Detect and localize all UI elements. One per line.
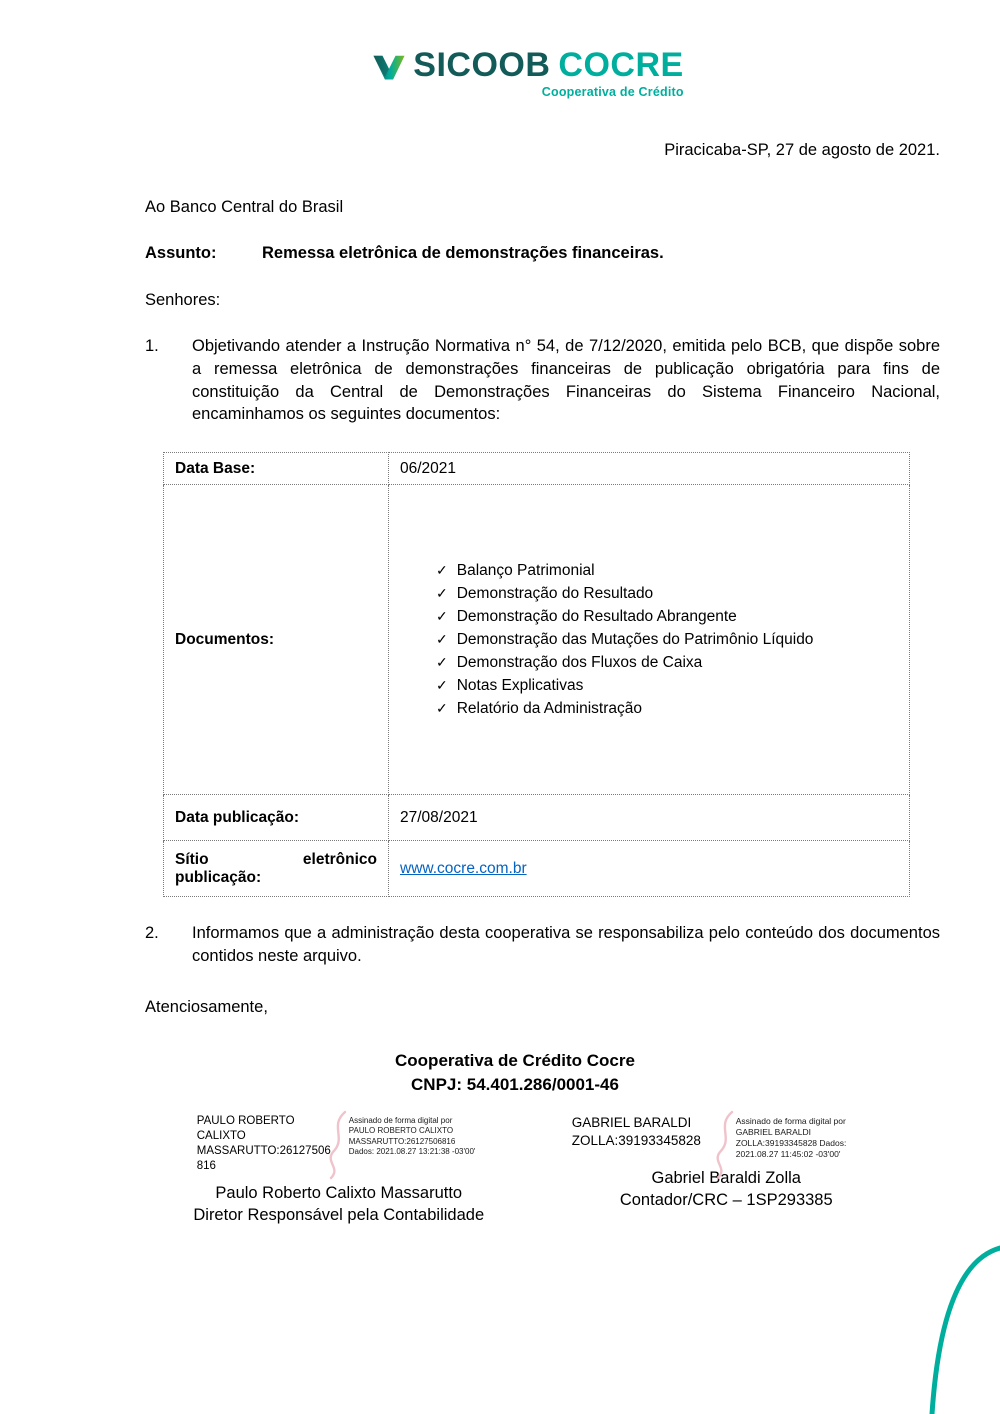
cert-details: Assinado de forma digital por PAULO ROBERTO CALIXTO MASSARUTTO:26127506816 Dados: 2021.08.27 13:21:38 -03'00' [348, 1115, 476, 1157]
check-icon: ✓ [436, 699, 448, 716]
signer-role: Contador/CRC – 1SP293385 [619, 1191, 833, 1210]
list-item [400, 631, 898, 649]
check-icon: ✓ [436, 561, 448, 578]
corner-arc-decoration [910, 1234, 1000, 1414]
check-icon: ✓ [436, 653, 448, 670]
sitio-label-line-2: publicação: [175, 868, 262, 886]
paragraph-1-number: 1. [145, 337, 159, 355]
doc-item-label: Balanço Patrimonial [456, 561, 595, 579]
documentos-list [389, 485, 910, 795]
paragraph-1 [145, 335, 940, 426]
company-cnpj: CNPJ: 54.401.286/0001-46 [411, 1075, 619, 1095]
company-block [145, 1049, 885, 1098]
data-publicacao-label: Data publicação: [164, 795, 389, 841]
documents-table [163, 452, 910, 897]
signer-name: Paulo Roberto Calixto Massarutto [215, 1183, 463, 1202]
digital-signature-stamp [197, 1114, 481, 1175]
logo-text [413, 48, 683, 99]
closing: Atenciosamente, [145, 997, 268, 1016]
data-base-value: 06/2021 [389, 453, 910, 485]
table-row-data-base [164, 453, 910, 485]
digital-signature-stamp [572, 1114, 881, 1160]
signer-name-and-role [193, 1182, 484, 1227]
check-icon: ✓ [436, 584, 448, 601]
doc-item-label: Notas Explicativas [456, 676, 584, 694]
logo-tagline: Cooperativa de Crédito [541, 85, 684, 99]
data-publicacao-value: 27/08/2021 [389, 795, 910, 841]
signature-block-2 [533, 1114, 921, 1226]
sicoob-chevron-icon [371, 50, 407, 86]
list-item [400, 608, 898, 626]
table-row-data-publicacao [164, 795, 910, 841]
paragraph-2 [145, 922, 940, 968]
signer-role: Diretor Responsável pela Contabilidade [193, 1205, 485, 1224]
list-item [400, 654, 898, 672]
doc-item-label: Demonstração do Resultado Abrangente [456, 607, 737, 625]
table-row-documentos [164, 485, 910, 795]
logo [55, 0, 1000, 99]
paragraph-2-text: Informamos que a administração desta cooperativa se responsabiliza pelo conteúdo dos documentos contidos neste arquivo. [192, 924, 940, 965]
sitio-label-word-1: Sítio [175, 850, 209, 868]
site-link[interactable]: www.cocre.com.br [400, 859, 527, 877]
subject-line [145, 244, 940, 263]
brand-secondary: COCRE [558, 46, 684, 84]
check-icon: ✓ [436, 607, 448, 624]
signatures [145, 1114, 920, 1226]
doc-item-label: Demonstração do Resultado [456, 584, 654, 602]
brand-primary: SICOOB [413, 46, 551, 84]
data-base-label: Data Base: [164, 453, 389, 485]
subject-text: Remessa eletrônica de demonstrações financeiras. [262, 244, 664, 262]
company-name: Cooperativa de Crédito Cocre [395, 1050, 635, 1070]
subject-label: Assunto: [145, 244, 217, 262]
salutation: Senhores: [145, 291, 221, 309]
cert-details: Assinado de forma digital por GABRIEL BARALDI ZOLLA:39193345828 Dados: 2021.08.27 11:45:02 -03'00' [735, 1115, 847, 1160]
list-item [400, 562, 898, 580]
documentos-label: Documentos: [164, 485, 389, 795]
paragraph-2-number: 2. [145, 924, 159, 943]
list-item [400, 585, 898, 603]
list-item [400, 700, 898, 718]
check-icon: ✓ [436, 630, 448, 647]
paragraph-1-text: Objetivando atender a Instrução Normativa n° 54, de 7/12/2020, emitida pelo BCB, que dispõe sobre a remessa eletrônica de demonstrações financeiras de publicação obrigatória para fins de constituição da Central de Demonstrações Financeiras do Sistema Financeiro Nacional, encaminhamos os seguintes documentos: [192, 337, 940, 424]
cert-subject-name: PAULO ROBERTO CALIXTO MASSARUTTO:26127506816 [196, 1114, 331, 1173]
doc-item-label: Relatório da Administração [456, 699, 642, 717]
doc-item-label: Demonstração das Mutações do Patrimônio Líquido [456, 630, 814, 648]
cert-subject-name: GABRIEL BARALDI ZOLLA:39193345828 [571, 1114, 701, 1148]
sitio-label-word-2: eletrônico [302, 850, 377, 868]
recipient-line: Ao Banco Central do Brasil [145, 198, 344, 216]
signer-name: Gabriel Baraldi Zolla [651, 1169, 801, 1188]
signer-name-and-role [620, 1167, 833, 1212]
sitio-value-cell [389, 841, 910, 897]
signature-block-1 [145, 1114, 533, 1226]
table-row-sitio [164, 841, 910, 897]
doc-item-label: Demonstração dos Fluxos de Caixa [456, 653, 703, 671]
sitio-label [164, 841, 389, 897]
check-icon: ✓ [436, 676, 448, 693]
list-item [400, 677, 898, 695]
dateline: Piracicaba-SP, 27 de agosto de 2021. [664, 141, 940, 159]
